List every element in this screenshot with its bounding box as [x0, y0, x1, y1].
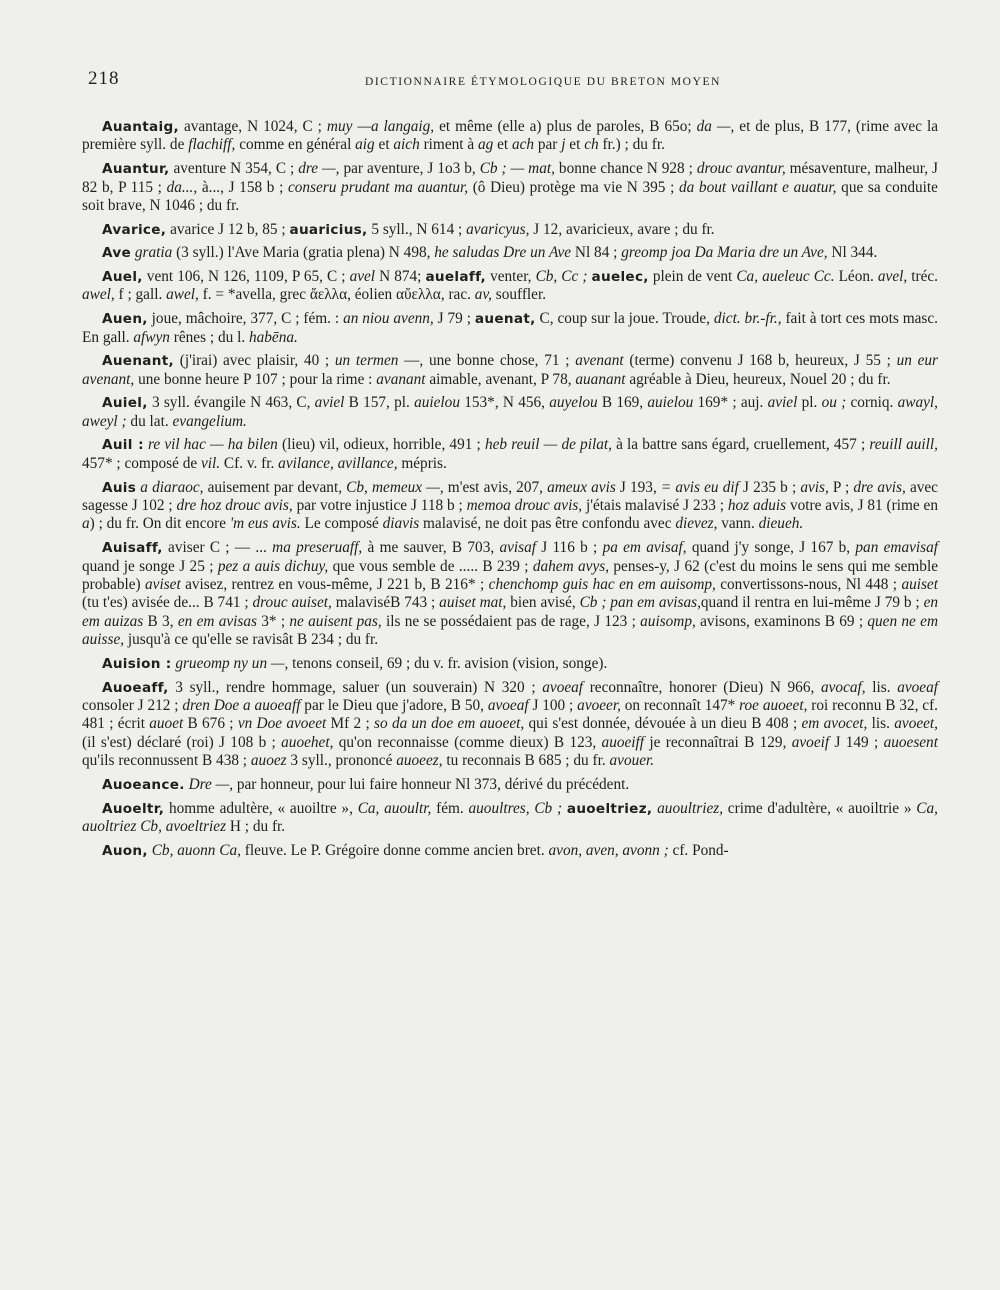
entry-text: quand je songe J 25 ;	[82, 557, 218, 575]
entry-text: fleuve. Le P. Grégoire donne comme ancien bret.	[240, 841, 549, 859]
entry-citation: auyelou	[549, 394, 598, 412]
entry-citation: avanant	[376, 370, 426, 388]
entry-text: souffler.	[491, 286, 547, 304]
entry-text: agréable à Dieu, heureux, Nouel 20 ; du fr.	[625, 370, 891, 388]
entry-citation: da bout vaillant e auatur,	[678, 178, 837, 196]
entry-citation: dre hoz drouc avis,	[176, 496, 293, 514]
entry-text: Nl 84 ;	[571, 244, 622, 262]
entry-text: une bonne heure P 107 ; pour la rime :	[134, 370, 377, 388]
entry-citation: Cb, auonn Ca,	[151, 841, 241, 859]
entry-text: 3* ;	[256, 612, 290, 630]
entry-text: ils ne se possédaient pas de rage, J 123 ;	[381, 612, 641, 630]
entry-citation: avoeaf	[487, 696, 529, 714]
entry-citation: aviel	[767, 394, 798, 412]
entry-citation: 'm eus avis.	[229, 515, 301, 533]
entry-headword: Auoeaff,	[102, 679, 169, 696]
entry-text: tu reconnais B 685 ; du fr.	[442, 752, 610, 770]
entry-citation: auielou	[414, 394, 460, 412]
entry-citation: Ca, auoltriez Cb, avoeltriez	[82, 799, 938, 835]
entry-citation: auielou	[647, 394, 694, 412]
entry-text: j'étais malavisé J 233 ;	[582, 496, 728, 514]
entry-text: par honneur, pour lui faire honneur Nl 373, dérivé du précédent.	[233, 775, 630, 793]
entry-text: qu'ils reconnussent B 438 ;	[82, 752, 251, 770]
entry-headword: Ave	[102, 245, 132, 262]
entry-text: Nl 344.	[827, 244, 878, 262]
entry-text: corniq.	[846, 394, 898, 412]
entry-text: comme en général	[235, 136, 356, 154]
entry-citation: habēna.	[248, 328, 298, 346]
entry-citation: pa em avisaf,	[602, 539, 687, 557]
entry-citation: avon, aven, avonn ;	[548, 841, 669, 859]
entry-citation: muy —a langaig,	[326, 118, 435, 135]
entry-citation: avel	[349, 268, 376, 286]
entry-citation: re vil hac — ha bilen	[143, 436, 278, 454]
entry-text: J 193,	[615, 478, 661, 496]
entry-text: crime d'adultère, « auoiltrie »	[723, 799, 917, 817]
dictionary-entry	[82, 352, 938, 389]
entry-text: avisons, examinons B 69 ;	[695, 612, 868, 630]
page-header	[88, 68, 928, 98]
entry-text: Le composé	[300, 515, 383, 533]
entry-citation: auoet	[149, 715, 184, 733]
entry-citation: ach	[511, 136, 535, 154]
entry-citation: evangelium.	[172, 412, 247, 430]
entry-text: qu'on reconnaisse (comme dieux) B 123,	[333, 733, 602, 751]
entry-text: à me sauver, B 703,	[362, 539, 500, 557]
entry-citation: memoa drouc avis,	[466, 496, 583, 514]
entry-text: fém.	[431, 799, 469, 817]
entry-citation: diavis	[382, 515, 420, 533]
dictionary-entry	[82, 842, 938, 860]
entry-citation: a diaraoc,	[136, 478, 204, 496]
entry-citation: grueomp ny un —,	[171, 654, 289, 672]
entry-text: vann.	[717, 515, 759, 533]
entry-citation: gratia	[131, 244, 173, 262]
entry-headword: Auantur,	[102, 161, 170, 178]
entry-citation: auisomp,	[640, 612, 696, 630]
entry-citation: ma preseruaff,	[272, 539, 363, 557]
dictionary-entry	[82, 394, 938, 431]
entry-text: mépris.	[397, 454, 447, 472]
entry-text: et	[565, 136, 585, 154]
entry-citation: ne auisent pas,	[289, 612, 382, 630]
entry-citation: da —,	[696, 118, 735, 135]
entry-text: que sa conduite soit brave, N 1046 ; du fr.	[82, 178, 938, 214]
entry-text: votre avis, J 81 (rime en	[786, 496, 938, 514]
entry-citation: Cb ; pan em avisas,	[579, 594, 701, 612]
entry-text: J 116 b ;	[535, 539, 603, 557]
entry-headword: Auil :	[102, 437, 144, 454]
entry-text: aventure N 354, C ;	[169, 160, 299, 178]
entry-citation: auanant	[575, 370, 626, 388]
entry-citation: auoez	[250, 752, 287, 770]
entry-citation: hoz aduis	[727, 496, 787, 514]
dictionary-entry	[82, 310, 938, 347]
entry-text: par	[534, 136, 562, 154]
entry-text: avarice J 12 b, 85 ;	[166, 220, 290, 238]
entry-text: lis.	[865, 678, 898, 696]
entry-text: roi reconnu B 32, cf. 481 ; écrit	[82, 696, 938, 733]
entry-text: J 235 b ;	[738, 478, 801, 496]
entry-headword: Auantaig,	[102, 119, 179, 135]
entry-citation: un eur avenant,	[82, 352, 938, 388]
entry-citation: auoesent	[883, 733, 938, 751]
entry-text: et de plus, B 177, (rime avec la première syll. de	[82, 118, 939, 154]
entry-citation: avoeaf	[897, 678, 938, 696]
entry-text: homme adultère, « auoiltre »,	[164, 799, 358, 817]
entry-citation: an niou avenn,	[343, 310, 434, 328]
entry-citation: en em auizas	[82, 594, 939, 630]
entry-text: J 149 ;	[829, 733, 884, 751]
entry-text: quand j'y songe, J 167 b,	[686, 539, 856, 557]
entry-text: 5 syll., N 614 ;	[367, 220, 467, 238]
entry-text: malaviséB 743 ;	[331, 594, 440, 612]
entry-citation: avenant	[575, 352, 624, 370]
entry-text: quand il rentra en lui-même J 79 b ;	[700, 594, 924, 612]
dictionary-entry	[82, 776, 938, 794]
entry-text: J 79 ;	[433, 310, 475, 328]
entry-text: joue, mâchoire, 377, C ; fém. :	[147, 310, 344, 328]
entry-headword: Auiel,	[102, 395, 148, 412]
entry-text: aviser C ; — ...	[162, 539, 273, 557]
entry-citation: so da un doe em auoeet,	[374, 715, 525, 733]
entry-citation: he saludas Dre un Ave	[434, 244, 572, 262]
entry-text: Léon.	[834, 268, 878, 286]
entry-citation: avoeet,	[894, 715, 938, 733]
entries-column	[82, 118, 938, 865]
entry-text: f. = *avella, grec ἄελλα, éolien αὔελλα, rac.	[198, 286, 475, 304]
entry-text: —, une bonne chose, 71 ;	[398, 352, 576, 370]
running-title: DICTIONNAIRE ÉTYMOLOGIQUE DU BRETON MOYEN	[364, 76, 722, 88]
entry-citation: ag	[477, 136, 494, 154]
entry-citation: drouc avantur,	[696, 160, 786, 178]
entry-citation: dict. br.-fr.,	[713, 310, 782, 328]
entry-text: consoler J 212 ;	[82, 696, 183, 714]
entry-headword: Auen,	[102, 311, 148, 328]
entry-text: riment à	[419, 136, 478, 154]
entry-citation: ou ;	[821, 394, 847, 412]
entry-citation: reuill auill,	[869, 436, 938, 454]
entry-text: 457* ; composé de	[82, 454, 201, 472]
entry-text: tréc.	[907, 268, 939, 286]
entry-citation: Ca, aueleuc Cc.	[736, 268, 835, 286]
entry-citation: avouer.	[609, 752, 655, 770]
entry-headword: Auisaff,	[102, 540, 163, 557]
entry-citation: auoeiff	[601, 733, 645, 751]
entry-citation: da...,	[166, 178, 198, 196]
entry-text: (j'irai) avec plaisir, 40 ;	[174, 352, 335, 370]
entry-text: et même (elle a) plus de paroles, B 65o;	[434, 118, 697, 135]
entry-citation: ch	[584, 136, 599, 154]
entry-citation: dievez,	[675, 515, 718, 533]
entry-citation: pan emavisaf	[855, 539, 938, 557]
entry-citation: quen ne em auisse,	[82, 612, 938, 649]
entry-text: bonne chance N 928 ;	[554, 160, 697, 178]
entry-headword: auenat,	[474, 311, 536, 328]
entry-text: 3 syll., rendre hommage, saluer (un souverain) N 320 ;	[168, 678, 543, 696]
entry-text: auisement par devant,	[203, 478, 347, 496]
entry-text: avisez, rentrez en vous-même, J 221 b, B 216* ;	[180, 575, 489, 593]
entry-text: f ; gall.	[114, 286, 167, 304]
entry-citation: avel,	[877, 268, 908, 286]
entry-citation: vil.	[200, 454, 221, 472]
entry-text: 3 syll., prononcé	[286, 752, 397, 770]
entry-text: jusqu'à ce qu'elle se ravisât B 234 ; du fr.	[124, 631, 379, 649]
entry-text: 3 syll. évangile N 463, C,	[147, 394, 315, 412]
entry-text: (il s'est) déclaré (roi) J 108 b ;	[82, 733, 282, 751]
entry-citation: dre avis,	[853, 478, 906, 496]
entry-text: (lieu) vil, odieux, horrible, 491 ;	[277, 436, 485, 454]
entry-text: fait à tort ces mots masc. En gall.	[82, 310, 938, 346]
entry-citation: aig	[355, 136, 375, 154]
entry-citation: dre —,	[298, 160, 340, 178]
entry-citation: avoeif	[791, 733, 830, 751]
dictionary-entry	[82, 221, 938, 239]
entry-citation: auoultriez,	[657, 799, 724, 817]
entry-text: tenons conseil, 69 ; du v. fr. avision (vision, songe).	[288, 654, 608, 672]
entry-text: par votre injustice J 118 b ;	[292, 496, 467, 514]
dictionary-entry	[82, 679, 938, 771]
entry-text: convertissons-nous, Nl 448 ;	[715, 575, 902, 593]
entry-citation: flachiff,	[188, 136, 236, 154]
entry-text: m'est avis, 207,	[443, 478, 548, 496]
entry-headword: Avarice,	[102, 221, 167, 238]
entry-text: du lat.	[126, 412, 173, 430]
entry-text: reconnaître, honorer (Dieu) N 966,	[583, 678, 821, 696]
entry-citation: avaricyus,	[466, 220, 530, 238]
entry-citation: aviset	[145, 575, 181, 593]
entry-text: avec sagesse J 102 ;	[82, 478, 938, 514]
entry-citation: auoehet,	[281, 733, 334, 751]
entry-citation: Cb, Cc ;	[535, 268, 588, 286]
entry-citation: avilance, avillance,	[278, 454, 398, 472]
dictionary-entry	[82, 655, 938, 673]
entry-citation: ameux avis	[547, 478, 616, 496]
entry-citation: vn Doe avoeet	[237, 715, 327, 733]
entry-citation: Cb, memeux —,	[346, 478, 444, 496]
entry-text: J 12, avaricieux, avare ; du fr.	[529, 220, 715, 238]
entry-text: Cf. v. fr.	[220, 454, 279, 472]
entry-text: pl.	[797, 394, 822, 412]
entry-citation: afwyn	[133, 328, 170, 346]
entry-text: Mf 2 ;	[326, 715, 375, 733]
entry-headword: auoeltriez,	[566, 800, 653, 817]
entry-text: à..., J 158 b ;	[197, 178, 288, 196]
entry-text: ) ; du fr. On dit encore	[89, 515, 230, 533]
entry-citation: un termen	[334, 352, 399, 370]
entry-citation: av,	[474, 286, 492, 304]
entry-citation: avisaf	[499, 539, 536, 557]
dictionary-entry	[82, 539, 938, 649]
dictionary-entry	[82, 800, 938, 837]
entry-citation: awel,	[82, 286, 115, 304]
entry-text: et	[374, 136, 394, 154]
entry-citation: aich	[393, 136, 420, 154]
entry-headword: Auis	[102, 479, 137, 496]
entry-text: aimable, avenant, P 78,	[425, 370, 576, 388]
entry-text: qui s'est donnée, dévouée à un dieu B 408 ;	[524, 715, 802, 733]
entry-text: B 157, pl.	[344, 394, 415, 412]
entry-text: mésaventure, malheur, J 82 b, P 115 ;	[82, 160, 938, 196]
entry-citation: greomp joa Da Maria dre un Ave,	[621, 244, 828, 262]
entry-text: B 3,	[143, 612, 178, 630]
entry-headword: auelec,	[591, 269, 649, 286]
entry-text: penses-y, J 62 (c'est du moins le sens qui me semble probable)	[82, 557, 938, 593]
entry-text: B 676 ;	[183, 715, 238, 733]
entry-headword: Auoeance.	[102, 776, 185, 793]
entry-text: H ; du fr.	[226, 817, 286, 835]
dictionary-entry	[82, 118, 938, 155]
entry-text: C, coup sur la joue. Troude,	[535, 310, 714, 328]
entry-text: (terme) convenu J 168 b, heureux, J 55 ;	[623, 352, 897, 370]
entry-citation: dahem avys,	[532, 557, 610, 575]
entry-citation: Ca, auoultr,	[357, 799, 432, 817]
entry-citation: avoeer,	[577, 696, 621, 714]
entry-headword: auelaff,	[425, 269, 487, 286]
entry-citation: conseru prudant ma auantur,	[287, 178, 469, 196]
entry-text: on reconnaît 147*	[620, 696, 740, 714]
entry-citation: aviel	[314, 394, 345, 412]
entry-text: que vous semble de ..... B 239 ;	[328, 557, 533, 575]
entry-citation: chenchomp guis hac en em auisomp,	[488, 575, 716, 593]
dictionary-entry	[82, 160, 938, 215]
page-number: 218	[88, 68, 120, 89]
dictionary-entry	[82, 479, 938, 534]
entry-text: et	[493, 136, 512, 154]
entry-citation: j	[561, 136, 566, 154]
entry-text: P ;	[828, 478, 854, 496]
entry-text: avantage, N 1024, C ;	[178, 118, 327, 135]
entry-text: (ô Dieu) protège ma vie N 395 ;	[468, 178, 679, 196]
entry-headword: Auenant,	[102, 353, 175, 370]
entry-text: malavisé, ne doit pas être confondu avec	[419, 515, 676, 533]
entry-headword: Auoeltr,	[102, 800, 165, 817]
entry-text: (3 syll.) l'Ave Maria (gratia plena) N 498,	[172, 244, 435, 262]
entry-text: fr.) ; du fr.	[598, 136, 665, 154]
entry-citation: auiset	[901, 575, 938, 593]
entry-citation: pez a auis dichuy,	[217, 557, 329, 575]
entry-citation: awel,	[166, 286, 199, 304]
entry-citation: en em avisas	[177, 612, 257, 630]
entry-citation: heb reuil — de pilat,	[484, 436, 612, 454]
entry-text: vent 106, N 126, 1109, P 65, C ;	[142, 268, 350, 286]
entry-citation: auoultres, Cb ;	[468, 799, 563, 817]
entry-text: bien avisé,	[506, 594, 580, 612]
entry-citation: avocaf,	[820, 678, 866, 696]
entry-headword: Auon,	[102, 842, 148, 859]
entry-citation: Cb ; — mat,	[479, 160, 555, 178]
entry-headword: auaricius,	[289, 221, 368, 238]
entry-text: rênes ; du l.	[169, 328, 249, 346]
entry-citation: avoeaf	[542, 678, 584, 696]
entry-text: venter,	[486, 268, 536, 286]
entry-text: lis.	[867, 715, 895, 733]
entry-text: (tu t'es) avisée de... B 741 ;	[82, 594, 253, 612]
dictionary-entry	[82, 244, 938, 262]
entry-text: N 874;	[375, 268, 426, 286]
entry-citation: awayl, aweyl ;	[82, 394, 938, 430]
entry-text: 169* ; auj.	[693, 394, 768, 412]
entry-text: je reconnaîtrai B 129,	[644, 733, 792, 751]
entry-text: plein de vent	[648, 268, 737, 286]
entry-citation: dren Doe a auoeaff	[182, 696, 301, 714]
entry-citation: roe auoeet,	[739, 696, 808, 714]
entry-citation: = avis eu dif	[660, 478, 739, 496]
entry-text: B 169,	[597, 394, 648, 412]
entry-text: cf. Pond-	[668, 841, 729, 859]
dictionary-entry	[82, 268, 938, 305]
entry-text: J 100 ;	[528, 696, 578, 714]
entry-citation: auiset mat,	[439, 594, 507, 612]
entry-text: par le Dieu que j'adore, B 50,	[300, 696, 488, 714]
entry-citation: a	[82, 515, 90, 533]
entry-citation: avis,	[800, 478, 829, 496]
entry-headword: Auel,	[102, 269, 143, 286]
entry-citation: Dre —,	[184, 775, 234, 793]
entry-citation: em avocet,	[801, 715, 868, 733]
entry-text: par aventure, J 1o3 b,	[339, 160, 480, 178]
entry-headword: Auision :	[102, 655, 172, 672]
entry-text: à la battre sans égard, cruellement, 457 ;	[611, 436, 870, 454]
dictionary-entry	[82, 436, 938, 473]
entry-citation: auoeez,	[396, 752, 443, 770]
entry-citation: drouc auiset,	[252, 594, 332, 612]
entry-text: 153*, N 456,	[459, 394, 550, 412]
entry-citation: dieueh.	[758, 515, 804, 533]
